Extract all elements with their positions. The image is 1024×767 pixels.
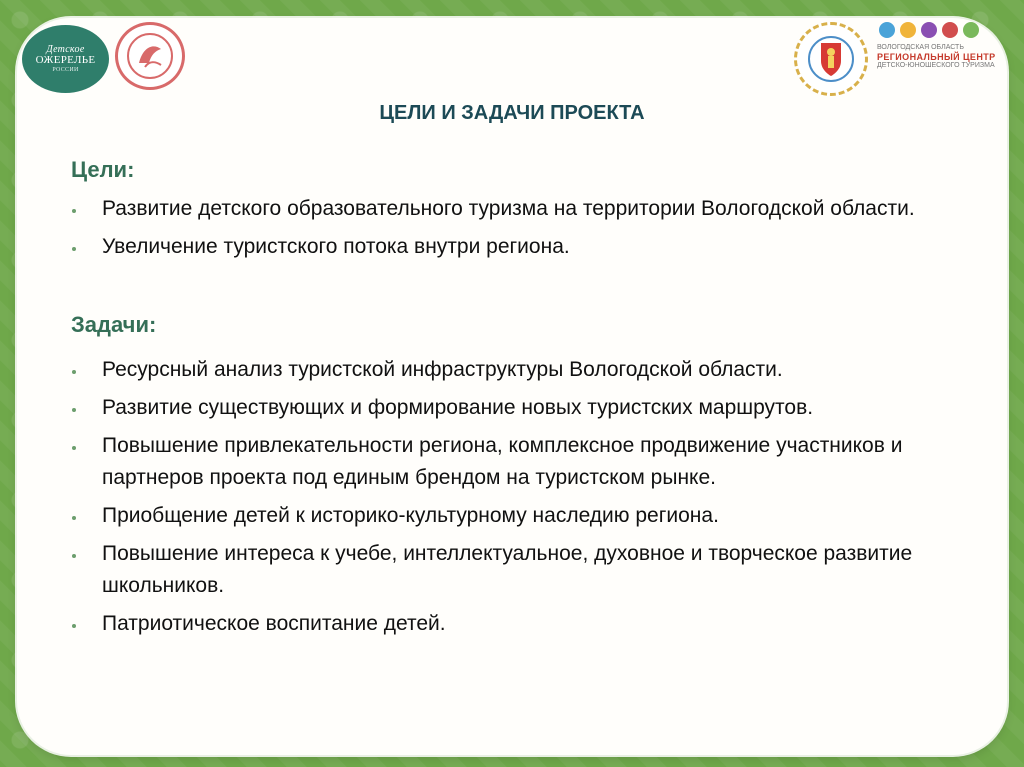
bullet-icon <box>72 209 76 213</box>
task-item-text: Патриотическое воспитание детей. <box>102 612 446 635</box>
task-item-text: Ресурсный анализ туристской инфраструктуры Вологодской области. <box>102 358 783 381</box>
logo-necklace-line-2: ОЖЕРЕЛЬЕ <box>35 54 96 67</box>
task-item <box>70 430 990 494</box>
bullet-icon <box>72 247 76 251</box>
bullet-icon <box>72 554 76 558</box>
bullet-icon <box>72 370 76 374</box>
coat-of-arms-icon <box>806 34 856 84</box>
task-item <box>70 392 990 424</box>
tasks-heading: Задачи: <box>71 312 157 337</box>
logo-necklace-line-1: Детское <box>46 43 85 55</box>
task-item <box>70 354 990 386</box>
regional-center-blue-icon <box>879 22 895 38</box>
bullet-icon <box>72 516 76 520</box>
goals-heading: Цели: <box>71 157 135 182</box>
bird-logo-icon <box>121 27 179 85</box>
tasks-list <box>70 354 990 646</box>
regional-center-logo <box>877 22 996 98</box>
slide-card <box>17 18 1007 755</box>
regional-center-green-icon <box>963 22 979 38</box>
task-item-text: Повышение интереса к учебе, интеллектуальное, духовное и творческое развитие школьников. <box>102 542 913 597</box>
regional-center-icons <box>879 22 979 38</box>
bullet-icon <box>72 446 76 450</box>
page-title: ЦЕЛИ И ЗАДАЧИ ПРОЕКТА <box>379 102 645 124</box>
goal-item-text: Увеличение туристского потока внутри региона. <box>102 235 570 258</box>
task-item-text: Развитие существующих и формирование новых туристских маршрутов. <box>102 396 814 419</box>
task-item-text: Приобщение детей к историко-культурному наследию региона. <box>102 504 719 527</box>
task-item <box>70 538 990 602</box>
bullet-icon <box>72 624 76 628</box>
regional-center-line-2: РЕГИОНАЛЬНЫЙ ЦЕНТР <box>877 51 996 62</box>
regional-center-red-icon <box>942 22 958 38</box>
regional-center-yellow-icon <box>900 22 916 38</box>
goals-list <box>70 193 990 269</box>
task-item-text: Повышение привлекательности региона, комплексное продвижение участников и партнеров проекта под единым брендом на туристском рынке. <box>102 434 903 489</box>
task-item <box>70 500 990 532</box>
goal-item <box>70 231 990 263</box>
goal-item-text: Развитие детского образовательного туризма на территории Вологодской области. <box>102 197 915 220</box>
task-item <box>70 608 990 640</box>
regional-center-line-3: ДЕТСКО-ЮНОШЕСКОГО ТУРИЗМА <box>877 61 995 69</box>
logo-necklace-line-3: РОССИИ <box>52 66 79 73</box>
regional-center-purple-icon <box>921 22 937 38</box>
regional-center-line-1: ВОЛОГОДСКАЯ ОБЛАСТЬ <box>877 44 964 51</box>
detskoe-ozherelie-logo <box>22 25 109 93</box>
bird-logo <box>115 22 185 90</box>
bullet-icon <box>72 408 76 412</box>
goal-item <box>70 193 990 225</box>
vologda-emblem-logo <box>794 22 868 96</box>
